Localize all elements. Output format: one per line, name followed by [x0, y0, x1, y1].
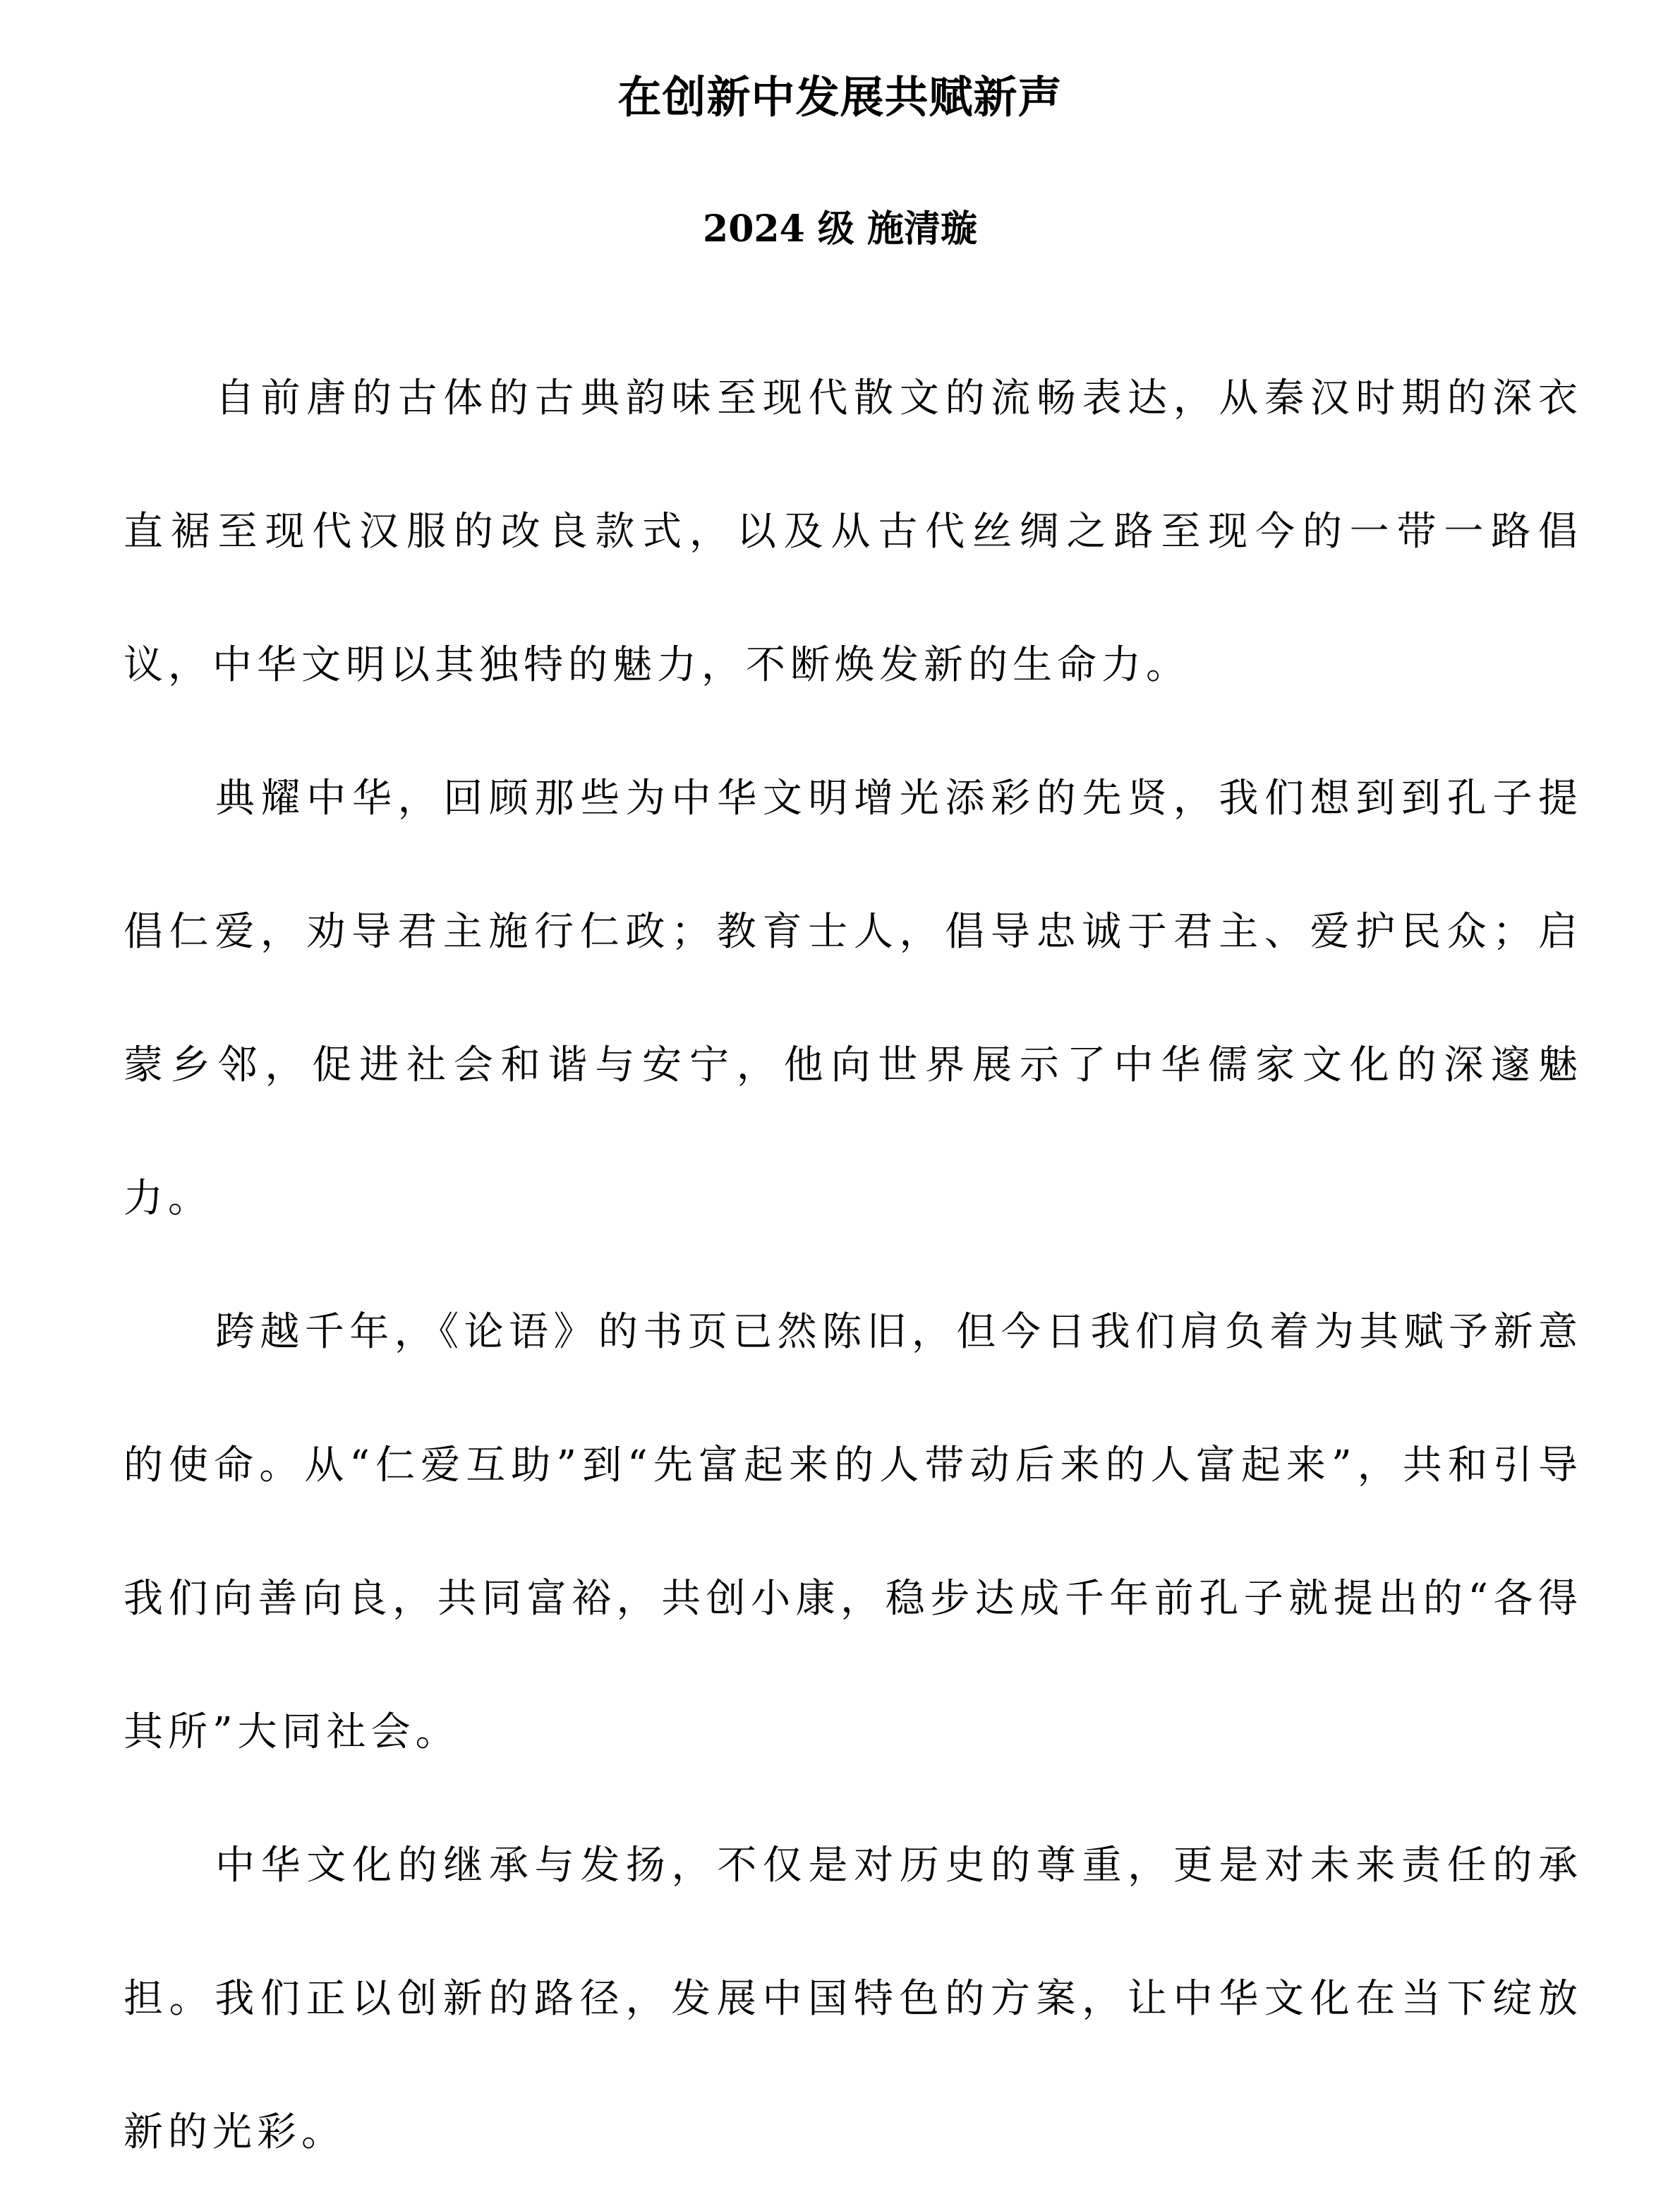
- document-author: 2024 级 施清璇: [703, 207, 977, 251]
- paragraph: 自前唐的古体的古典韵味至现代散文的流畅表达，从秦汉时期的深衣直裾至现代汉服的改良款式，以及从古代丝绸之路至现今的一带一路倡议，中华文明以其独特的魅力，不断焕发新的生命力。: [123, 375, 1583, 688]
- paragraph: 典耀中华，回顾那些为中华文明增光添彩的先贤，我们想到到孔子提倡仁爱，劝导君主施行仁政；教育士人，倡导忠诚于君主、爱护民众；启蒙乡邻，促进社会和谐与安宁，他向世界展示了中华儒家文化的深邃魅力。: [123, 776, 1583, 1222]
- paragraph: 跨越千年，《论语》的书页已然陈旧，但今日我们肩负着为其赋予新意的使命。从“仁爱互助”到“先富起来的人带动后来的人富起来”，共和引导我们向善向良，共同富裕，共创小康，稳步达成千年前孔子就提出的“各得其所”大同社会。: [123, 1309, 1583, 1755]
- paragraph: 中华文化的继承与发扬，不仅是对历史的尊重，更是对未来责任的承担。我们正以创新的路径，发展中国特色的方案，让中华文化在当下绽放新的光彩。: [123, 1843, 1583, 2155]
- document-title: 在创新中发展共赋新声: [617, 71, 1063, 123]
- document-body: [123, 332, 1583, 2199]
